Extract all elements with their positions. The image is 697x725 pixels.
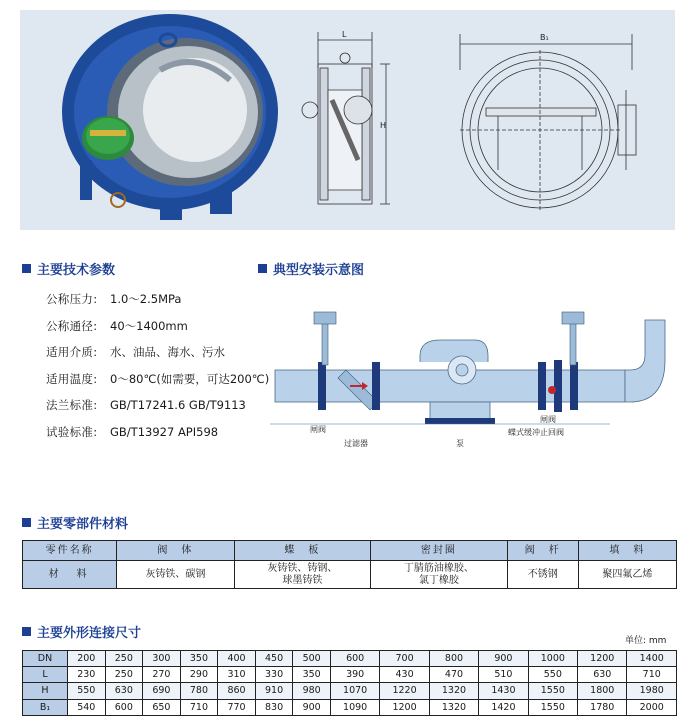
spec-value: 1.0～2.5MPa (110, 292, 182, 307)
spec-value: GB/T17241.6 GB/T9113 (110, 398, 246, 413)
dimensions-title: 主要外形连接尺寸 (37, 626, 142, 641)
bullet-square-icon (258, 264, 267, 273)
dimensions-cell: 400 (218, 651, 256, 667)
dimensions-cell: 980 (293, 683, 331, 699)
section-title-materials (22, 513, 128, 532)
install-title: 典型安装示意图 (273, 263, 365, 278)
dimensions-cell: 1400 (627, 651, 677, 667)
dim-L-label: L (342, 30, 347, 39)
dimensions-cell: 1420 (479, 699, 528, 715)
dimensions-cell: 710 (180, 699, 218, 715)
dimensions-cell: 600 (330, 651, 379, 667)
dimensions-cell: 550 (528, 667, 577, 683)
materials-value-row (23, 561, 677, 589)
materials-header-cell: 零件名称 (23, 541, 117, 561)
label-check-valve: 蝶式缓冲止回阀 (508, 428, 564, 437)
product-figure-band (20, 10, 675, 230)
dim-H-label: H (380, 121, 387, 130)
dimensions-cell: 1320 (429, 699, 478, 715)
materials-header-cell: 蝶 板 (234, 541, 371, 561)
dimensions-cell: 690 (143, 683, 181, 699)
dimensions-cell: 1800 (578, 683, 627, 699)
product-drawings (20, 10, 675, 230)
materials-row-label: 材 料 (23, 561, 117, 589)
dimensions-cell: 430 (380, 667, 429, 683)
spec-label: 试验标准: (46, 424, 98, 439)
dimensions-cell: 1980 (627, 683, 677, 699)
dimensions-cell: 1430 (479, 683, 528, 699)
dimensions-cell: 770 (218, 699, 256, 715)
dimensions-cell: 1090 (330, 699, 379, 715)
dimensions-cell: 540 (68, 699, 106, 715)
dimensions-row (23, 683, 677, 699)
dimensions-cell: 800 (429, 651, 478, 667)
dimensions-row-label: H (23, 683, 68, 699)
materials-table (22, 540, 677, 589)
dimensions-cell: 510 (479, 667, 528, 683)
dimensions-cell: 270 (143, 667, 181, 683)
spec-row-flange (46, 392, 269, 419)
bullet-square-icon (22, 627, 31, 636)
label-pump: 泵 (456, 439, 464, 448)
dimensions-cell: 1780 (578, 699, 627, 715)
label-strainer: 过滤器 (344, 439, 368, 448)
dimensions-table (22, 650, 677, 716)
section-title-specs (22, 259, 115, 278)
materials-value-cell: 不锈钢 (507, 561, 578, 589)
dimensions-cell: 700 (380, 651, 429, 667)
front-view-drawing (460, 34, 636, 210)
dimensions-cell: 780 (180, 683, 218, 699)
dimensions-cell: 900 (293, 699, 331, 715)
dim-B1-label: B₁ (540, 33, 549, 42)
bullet-square-icon (22, 264, 31, 273)
dimensions-row (23, 651, 677, 667)
spec-row-diameter (46, 313, 269, 340)
materials-header-cell: 填 料 (578, 541, 676, 561)
spec-row-test (46, 419, 269, 446)
dimensions-cell: 500 (293, 651, 331, 667)
dimensions-cell: 1220 (380, 683, 429, 699)
spec-value: 0～80℃(如需要，可达200℃) (110, 371, 270, 386)
valve-photo (62, 14, 278, 220)
dimensions-cell: 200 (68, 651, 106, 667)
spec-value: 水、油品、海水、污水 (110, 345, 225, 360)
unit-note: 单位: mm (625, 636, 667, 646)
dimensions-cell: 390 (330, 667, 379, 683)
dimensions-cell: 1200 (380, 699, 429, 715)
dimensions-cell: 1550 (528, 699, 577, 715)
dimensions-cell: 910 (255, 683, 293, 699)
dimensions-cell: 290 (180, 667, 218, 683)
materials-value-cell: 灰铸铁、碳钢 (117, 561, 234, 589)
side-section-drawing (302, 32, 390, 204)
spec-row-medium (46, 339, 269, 366)
dimensions-cell: 830 (255, 699, 293, 715)
section-title-install (258, 259, 364, 278)
dimensions-cell: 650 (143, 699, 181, 715)
dimensions-cell: 350 (293, 667, 331, 683)
dimensions-cell: 250 (105, 651, 143, 667)
dimensions-cell: 1200 (578, 651, 627, 667)
materials-value-cell: 灰铸铁、铸钢、 球墨铸铁 (234, 561, 371, 589)
dimensions-cell: 600 (105, 699, 143, 715)
spec-label: 适用温度: (46, 371, 98, 386)
spec-value: GB/T13927 API598 (110, 424, 219, 439)
materials-title: 主要零部件材料 (37, 517, 129, 532)
dimensions-cell: 250 (105, 667, 143, 683)
dimensions-cell: 450 (255, 651, 293, 667)
dimensions-cell: 900 (479, 651, 528, 667)
dimensions-cell: 710 (627, 667, 677, 683)
materials-header-cell: 阀 体 (117, 541, 234, 561)
dimensions-cell: 310 (218, 667, 256, 683)
materials-header-row (23, 541, 677, 561)
spec-list (46, 286, 269, 445)
bullet-square-icon (22, 518, 31, 527)
dimensions-cell: 230 (68, 667, 106, 683)
spec-value: 40～1400mm (110, 318, 188, 333)
label-gate-valve-left: 闸阀 (310, 425, 326, 434)
dimensions-cell: 350 (180, 651, 218, 667)
materials-value-cell: 丁腈筋油橡胶、 氯丁橡胶 (371, 561, 508, 589)
dimensions-cell: 1070 (330, 683, 379, 699)
spec-row-pressure (46, 286, 269, 313)
spec-label: 法兰标准: (46, 398, 98, 413)
dimensions-row-label: B₁ (23, 699, 68, 715)
dimensions-row-label: DN (23, 651, 68, 667)
dimensions-cell: 300 (143, 651, 181, 667)
dimensions-cell: 630 (105, 683, 143, 699)
spec-label: 公称通径: (46, 318, 98, 333)
specs-title: 主要技术参数 (37, 263, 116, 278)
dimensions-cell: 1320 (429, 683, 478, 699)
dimensions-cell: 550 (68, 683, 106, 699)
section-title-dimensions (22, 622, 141, 641)
dimensions-row-label: L (23, 667, 68, 683)
materials-header-cell: 密封圈 (371, 541, 508, 561)
materials-value-cell: 聚四氟乙烯 (578, 561, 676, 589)
dimensions-row (23, 667, 677, 683)
dimensions-cell: 630 (578, 667, 627, 683)
dimensions-cell: 470 (429, 667, 478, 683)
spec-row-temperature (46, 366, 269, 393)
dimensions-cell: 1550 (528, 683, 577, 699)
dimensions-cell: 860 (218, 683, 256, 699)
dimensions-cell: 1000 (528, 651, 577, 667)
materials-header-cell: 阀 杆 (507, 541, 578, 561)
label-gate-valve-right: 闸阀 (540, 415, 556, 424)
dimensions-row (23, 699, 677, 715)
dimensions-cell: 2000 (627, 699, 677, 715)
dimensions-cell: 330 (255, 667, 293, 683)
spec-label: 适用介质: (46, 345, 98, 360)
spec-label: 公称压力: (46, 292, 98, 307)
installation-diagram (270, 300, 675, 460)
